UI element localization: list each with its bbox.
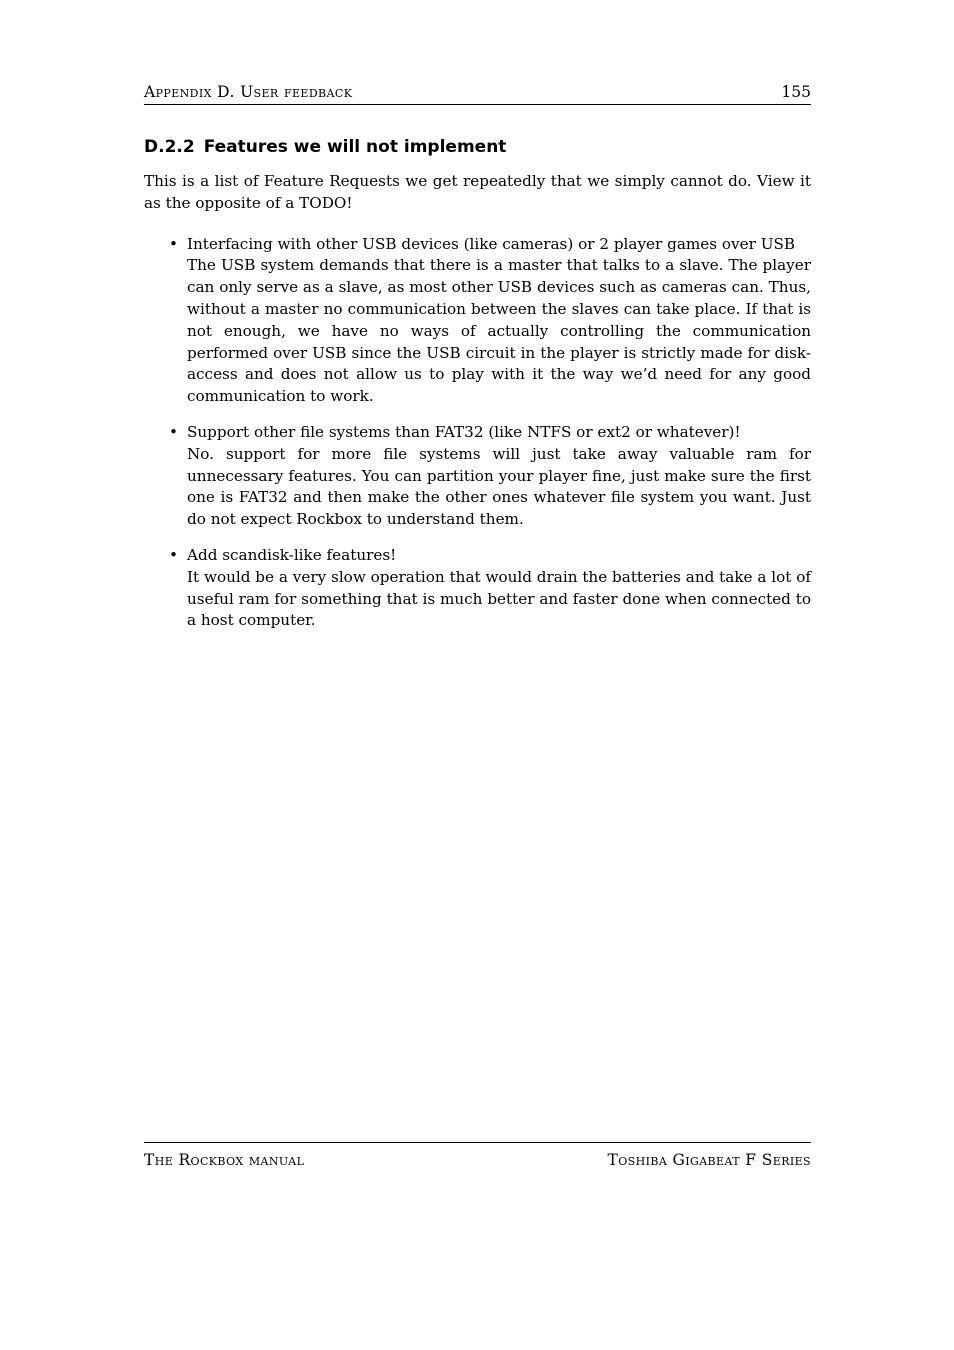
- bullet-icon: •: [169, 234, 178, 253]
- item-description: No. support for more file systems will just take away valuable ram for unnecessary features. You can partition your player fine, just make sure the first one is FAT32 and then make the other ones whatever file system you want. Just do not expect Rockbox to understand them.: [187, 444, 811, 529]
- section-title: Features we will not implement: [203, 137, 507, 157]
- item-title: Add scandisk-like features!: [187, 545, 397, 564]
- footer-device-name: Toshiba Gigabeat F Series: [607, 1151, 811, 1169]
- bullet-icon: •: [169, 422, 178, 441]
- footer-manual-title: The Rockbox manual: [144, 1151, 305, 1169]
- feature-list: [144, 234, 811, 633]
- intro-paragraph: This is a list of Feature Requests we get repeatedly that we simply cannot do. View it as the opposite of a TODO!: [144, 172, 811, 212]
- running-footer: [144, 1142, 811, 1173]
- item-title: Interfacing with other USB devices (like cameras) or 2 player games over USB: [187, 234, 796, 253]
- bullet-icon: •: [169, 545, 178, 564]
- item-title: Support other file systems than FAT32 (like NTFS or ext2 or whatever)!: [187, 422, 741, 441]
- item-description: It would be a very slow operation that would drain the batteries and take a lot of useful ram for something that is much better and faster done when connected to a host computer.: [187, 567, 811, 630]
- list-item: [144, 234, 811, 408]
- header-chapter: Appendix D. User feedback: [144, 83, 353, 101]
- body-text: [144, 171, 811, 646]
- section-heading: [144, 136, 506, 158]
- list-item: [144, 545, 811, 632]
- list-item: [144, 422, 811, 531]
- item-description: The USB system demands that there is a master that talks to a slave. The player can only serve as a slave, as most other USB devices such as cameras can. Thus, without a master no communication between the slaves can take place. If that is not enough, we have no ways of actually controlling the communication performed over USB since the USB circuit in the player is strictly made for disk-access and does not allow us to play with it the way we’d need for any good communication to work.: [187, 256, 811, 406]
- header-page-number: 155: [781, 83, 811, 101]
- running-header: [144, 82, 811, 105]
- section-number: D.2.2: [144, 137, 195, 157]
- document-page: [144, 0, 811, 1350]
